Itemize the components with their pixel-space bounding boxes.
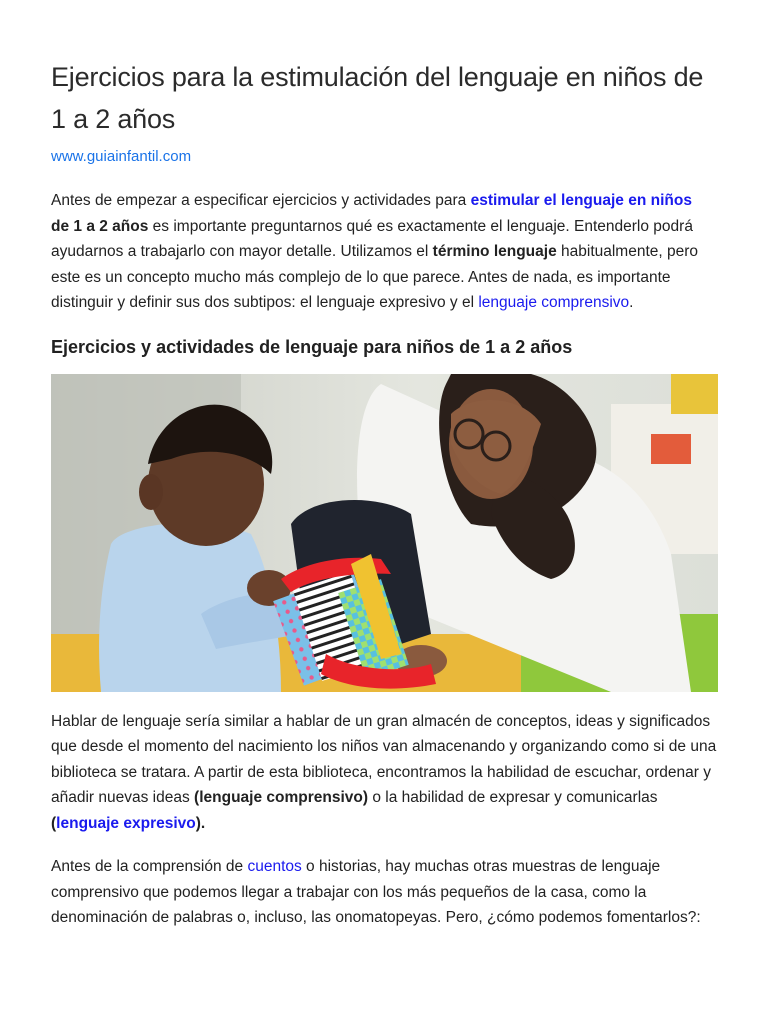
link-lenguaje-expresivo[interactable]: lenguaje expresivo xyxy=(56,814,196,832)
intro-bold-termino: término lenguaje xyxy=(432,243,557,260)
link-lenguaje-comprensivo[interactable]: lenguaje comprensivo xyxy=(478,294,630,311)
para2-text-1: Hablar de lenguaje sería similar a hablar de un gran almacén de conceptos, ideas y significados que desde el momento del nacimiento los niños van almacenando y organizando como si de una biblioteca se tratara. A partir de esta biblioteca, encontramos la habilidad de escuchar, ordenar y añadir nuevas ideas xyxy=(51,712,717,806)
intro-text-4: . xyxy=(629,294,634,311)
intro-text-1: Antes de empezar a especificar ejercicios y actividades para xyxy=(51,192,471,209)
para2-bold-close: ). xyxy=(195,814,206,832)
article-title: Ejercicios para la estimulación del lenguaje en niños de 1 a 2 años xyxy=(51,62,704,134)
link-cuentos[interactable]: cuentos xyxy=(247,858,302,875)
photo-illustration xyxy=(51,374,718,692)
section-subheading: Ejercicios y actividades de lenguaje para niños de 1 a 2 años xyxy=(51,336,573,357)
link-estimular-lenguaje[interactable]: estimular el lenguaje en niños xyxy=(470,192,692,209)
intro-paragraph xyxy=(51,188,717,316)
para2-text-2: o la habilidad de expresar y comunicarlas xyxy=(368,789,658,806)
para2-bold-open: ( xyxy=(51,814,57,832)
source-link[interactable]: www.guiainfantil.com xyxy=(51,148,192,165)
para2-bold-comprensivo: (lenguaje comprensivo) xyxy=(194,789,369,806)
para3-text-2: o historias, hay muchas otras muestras de lenguaje comprensivo que podemos llegar a trabajar con los más pequeños de la casa, como la denominación de palabras o, incluso, las onomatopeyas. Pero, ¿cómo podemos fomentarlos?: xyxy=(51,858,701,926)
paragraph-3 xyxy=(51,854,717,931)
intro-bold-age: de 1 a 2 años xyxy=(51,217,149,235)
para3-text-1: Antes de la comprensión de xyxy=(51,858,248,875)
intro-text-3: habitualmente, pero este es un concepto mucho más complejo de lo que parece. Antes de nada, es importante distinguir y definir sus dos subtipos: el lenguaje expresivo y el xyxy=(51,243,699,311)
article-photo xyxy=(51,374,718,692)
paragraph-2 xyxy=(51,709,717,837)
intro-text-2: es importante preguntarnos qué es exactamente el lenguaje. Entenderlo podrá ayudarnos a trabajarlo con mayor detalle. Utilizamos el xyxy=(51,217,693,260)
